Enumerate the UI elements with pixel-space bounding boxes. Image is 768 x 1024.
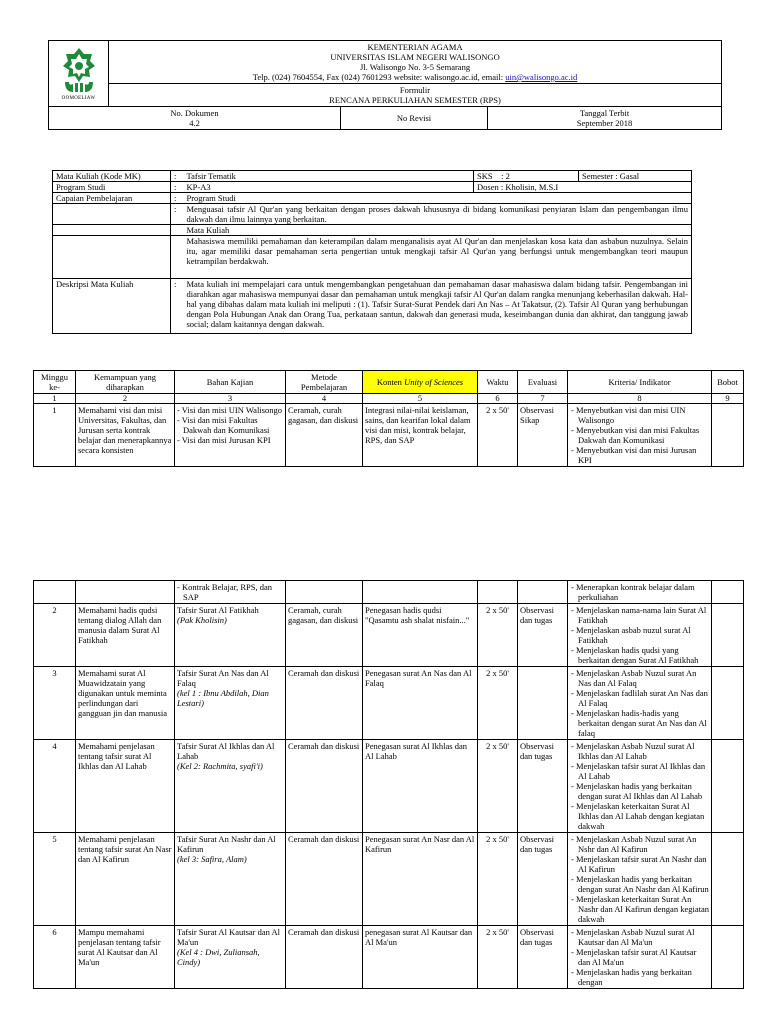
- material-item: - Visi dan misi Fakultas Dakwah dan Komunikasi: [177, 415, 270, 435]
- criteria-item: - Menjelaskan keterkaitan Surat Al Ikhlas dan Al Lahab dengan kegiatan dakwah: [570, 801, 709, 831]
- ability-cell: Memahami surat Al Muawidzatain yang digunakan untuk meminta perlindungan dari gangguan jin dan manusia: [76, 667, 175, 740]
- method-cell: Ceramah dan diskusi: [286, 667, 363, 740]
- col-number: 4: [286, 394, 363, 404]
- description-text: Mata kuliah ini mempelajari cara untuk mengembangkan pengetahuan dan pemahaman dasar mahasiswa dalam bidang tafsir. Pengembangan ini diarahkan agar mahasiswa mempunyai dasar dan pemahaman untuk mengkaji tafsir Al Qur'an dalam rangka menunjang keberhasilan dakwah. Hal-hal yang dibahas dalam mata kuliah ini meliputi : (1). Tafsir Surat-Surat Pendek dari An Nas – At Takatsur, (2). Tafsir Al Quran yang berhubungan dengan Pola Hubungan Anak dan Orang Tua, perkataan santun, dakwah dan generasi muda, keseimbangan dunia dan akhirat, dan tanggung jawab social; dalam kaitannya dengan dakwah.: [184, 279, 692, 334]
- week-cell: 3: [34, 667, 76, 740]
- header-row: [34, 371, 744, 394]
- colon: :: [171, 182, 184, 193]
- material-item: - Visi dan misi Jurusan KPI: [177, 435, 271, 445]
- lecturer-cell: Dosen : Kholisin, M.S.I: [474, 182, 692, 193]
- criteria-item: - Menjelaskan fadlilah surat An Nas dan Al Falaq: [570, 688, 709, 708]
- criteria-item: - Menjelaskan tafsir surat An Nashr dan Al Kafirun: [570, 854, 709, 874]
- criteria-item: - Menjelaskan tafsir surat Al Kautsar dan Al Ma'un: [570, 947, 709, 967]
- col-weight: Bobot: [712, 371, 744, 394]
- material-cell: [175, 926, 286, 989]
- criteria-cell: [568, 667, 712, 740]
- outcome-heading: Program Studi: [184, 193, 692, 204]
- table-row: [34, 604, 744, 667]
- criteria-cell: [568, 740, 712, 833]
- time-cell: 2 x 50': [478, 833, 518, 926]
- logo-cell: [49, 41, 109, 107]
- logo-caption: OOMOELIAW: [61, 95, 96, 101]
- course-plan-table-page1: [33, 370, 744, 467]
- col-number: 1: [34, 394, 76, 404]
- time-cell: 2 x 50': [478, 667, 518, 740]
- criteria-item: - Menjelaskan keterkaitan Surat An Nashr dan Al Kafirun dengan kegiatan dakwah: [570, 894, 709, 924]
- doc-number-value: 4.2: [189, 118, 200, 128]
- col-method: Metode Pembelajaran: [286, 371, 363, 394]
- issue-date-cell: [488, 107, 722, 130]
- col-content: [363, 371, 478, 394]
- colon: :: [171, 171, 184, 182]
- issue-date-value: September 2018: [576, 118, 633, 128]
- material-title: Tafsir Surat An Nas dan Al Falaq: [177, 668, 269, 688]
- material-note: (Pak Kholisin): [177, 615, 227, 625]
- material-cell: [175, 604, 286, 667]
- material-note: (kel 1 : Ibnu Abdilah, Dian Lestari): [177, 688, 269, 708]
- col-number: 9: [712, 394, 744, 404]
- weight-cell: [712, 667, 744, 740]
- course-info-table: [52, 170, 692, 334]
- content-cell: Penegasan surat An Nasr dan Al Kafirun: [363, 833, 478, 926]
- material-cell: [175, 404, 286, 467]
- weight-cell: [712, 926, 744, 989]
- week-cell: 6: [34, 926, 76, 989]
- col-week: Minggu ke-: [34, 371, 76, 394]
- doc-number-label: No. Dokumen: [170, 108, 219, 118]
- content-cell: Integrasi nilai-nilai keislaman, sains, dan kearifan lokal dalam visi dan misi, kontrak belajar, RPS, dan SAP: [363, 404, 478, 467]
- ability-cell: Memahami visi dan misi Universitas, Fakultas, dan Jurusan serta kontrak belajar dan menerapkannya secara konsisten: [76, 404, 175, 467]
- contact-line: [112, 72, 718, 82]
- sks-value: : 2: [501, 171, 510, 181]
- criteria-item: - Menyebutkan visi dan misi UIN Walisongo: [570, 405, 709, 425]
- time-cell: 2 x 50': [478, 926, 518, 989]
- uin-walisongo-logo: [59, 46, 99, 96]
- form-title: RENCANA PERKULIAHAN SEMESTER (RPS): [329, 95, 501, 105]
- col-material: Bahan Kajian: [175, 371, 286, 394]
- course-outcome-heading: Mata Kuliah: [184, 225, 692, 236]
- course-label: Mata Kuliah (Kode MK): [53, 171, 171, 182]
- criteria-cell: [568, 926, 712, 989]
- table-row: [34, 833, 744, 926]
- col-time: Waktu: [478, 371, 518, 394]
- criteria-item: - Menjelaskan hadis-hadis yang berkaitan dengan surat An Nas dan Al falaq: [570, 708, 709, 738]
- time-cell: 2 x 50': [478, 740, 518, 833]
- table-row: [34, 404, 744, 467]
- criteria-item: - Menerapkan kontrak belajar dalam perkuliahan: [570, 582, 709, 602]
- outcome-label: Capaian Pembelajaran: [53, 193, 171, 204]
- method-cell: Ceramah, curah gagasan, dan diskusi: [286, 404, 363, 467]
- week-cell: 5: [34, 833, 76, 926]
- ability-cell: Mampu memahami penjelasan tentang tafsir surat Al Kautsar dan Al Ma'un: [76, 926, 175, 989]
- method-cell: Ceramah, curah gagasan, dan diskusi: [286, 604, 363, 667]
- eval-cell: [518, 667, 568, 740]
- weight-cell: [712, 604, 744, 667]
- revision-cell: [341, 107, 488, 130]
- week-cell: 4: [34, 740, 76, 833]
- material-cell: [175, 833, 286, 926]
- criteria-cell: [568, 604, 712, 667]
- method-cell: Ceramah dan diskusi: [286, 926, 363, 989]
- week-cell: 1: [34, 404, 76, 467]
- ability-cell: Memahami hadis qudsi tentang dialog Allah dan manusia dalam Surat Al Fatikhah: [76, 604, 175, 667]
- continuation-row: [34, 581, 744, 604]
- institution-block: [109, 41, 722, 84]
- criteria-item: - Menjelaskan Asbab Nuzul surat An Nas dan Al Falaq: [570, 668, 709, 688]
- material-item: - Visi dan misi UIN Walisongo: [177, 405, 282, 415]
- content-cell: Penegasan surat An Nas dan Al Falaq: [363, 667, 478, 740]
- issue-date-label: Tanggal Terbit: [579, 108, 630, 118]
- content-cell: Penegasan surat Al Ikhlas dan Al Lahab: [363, 740, 478, 833]
- table-row: [34, 926, 744, 989]
- university-name: UNIVERSITAS ISLAM NEGERI WALISONGO: [330, 52, 500, 62]
- eval-cell: Observasi dan tugas: [518, 604, 568, 667]
- criteria-item: - Menjelaskan tafsir surat Al Ikhlas dan Al Lahab: [570, 761, 709, 781]
- method-cell: Ceramah dan diskusi: [286, 740, 363, 833]
- colon: :: [171, 193, 184, 204]
- criteria-item: - Menyebutkan visi dan misi Fakultas Dakwah dan Komunikasi: [570, 425, 709, 445]
- criteria-item: - Menjelaskan hadis qudsi yang berkaitan dengan Surat Al Fatikhah: [570, 645, 709, 665]
- material-title: Tafsir Surat An Nashr dan Al Kafirun: [177, 834, 276, 854]
- criteria-cell: [568, 404, 712, 467]
- col-content-prefix: Konten: [376, 377, 405, 387]
- material-cell: [175, 740, 286, 833]
- course-outcome-text: Mahasiswa memiliki pemahaman dan keterampilan dalam menganalisis ayat Al Qur'an dan menjelaskan kosa kata dan asbabun nuzulnya. Selain itu, agar memiliki dasar pemahaman serta pengertian untuk mengkaji tafsir Al Qur'an yang berfungsi untuk mengembangkan teori maupun ketrampilan berdakwah.: [184, 236, 692, 279]
- material-title: Tafsir Surat Al Ikhlas dan Al Lahab: [177, 741, 275, 761]
- column-number-row: [34, 394, 744, 404]
- col-ability: Kemampuan yang diharapkan: [76, 371, 175, 394]
- ability-cell: Memahami penjelasan tentang tafsir surat Al Ikhlas dan Al Lahab: [76, 740, 175, 833]
- ministry-name: KEMENTERIAN AGAMA: [367, 42, 463, 52]
- document-header: [48, 40, 722, 130]
- eval-cell: Observasi dan tugas: [518, 833, 568, 926]
- col-number: 3: [175, 394, 286, 404]
- criteria-item: - Menjelaskan asbab nuzul surat Al Fatikhah: [570, 625, 709, 645]
- course-value: Tafsir Tematik: [184, 171, 474, 182]
- ability-cell: Memahami penjelasan tentang tafsir surat An Nasr dan Al Kafirun: [76, 833, 175, 926]
- table-row: [34, 740, 744, 833]
- weight-cell: [712, 740, 744, 833]
- criteria-item: - Menjelaskan hadis yang berkaitan dengan surat Al Ikhlas dan Al Lahab: [570, 781, 709, 801]
- program-value: KP-A3: [184, 182, 474, 193]
- criteria-item: - Menjelaskan nama-nama lain Surat Al Fatikhah: [570, 605, 709, 625]
- col-content-italic: Unity of Sciences: [404, 377, 464, 387]
- eval-cell: Observasi dan tugas: [518, 926, 568, 989]
- material-cell: - Kontrak Belajar, RPS, dan SAP: [175, 581, 286, 604]
- criteria-item: - Menjelaskan Asbab Nuzul surat Al Ikhlas dan Al Lahab: [570, 741, 709, 761]
- col-number: 7: [518, 394, 568, 404]
- criteria-cell: [568, 581, 712, 604]
- table-row: [34, 667, 744, 740]
- material-note: (Kel 2: Rachmita, syafi'i): [177, 761, 263, 771]
- colon: :: [174, 204, 177, 214]
- col-number: 5: [363, 394, 478, 404]
- col-eval: Evaluasi: [518, 371, 568, 394]
- sks-cell: SKS : 2: [474, 171, 579, 182]
- program-label: Program Studi: [53, 182, 171, 193]
- contact-text: Telp. (024) 7604554, Fax (024) 7601293 website: walisongo.ac.id, email:: [252, 72, 506, 82]
- material-note: (Kel 4 : Dwi, Zuliansah, Cindy): [177, 947, 260, 967]
- material-cell: [175, 667, 286, 740]
- eval-cell: Observasi dan tugas: [518, 740, 568, 833]
- col-number: 2: [76, 394, 175, 404]
- colon: :: [171, 279, 184, 334]
- criteria-item: - Menyebutkan visi dan misi Jurusan KPI: [570, 445, 709, 465]
- form-label: Formulir: [399, 85, 431, 95]
- revision-label: No Revisi: [396, 113, 432, 123]
- content-cell: Penegasan hadis qudsi "Qasamtu ash shalat nisfain...": [363, 604, 478, 667]
- criteria-item: - Menjelaskan Asbab Nuzul surat An Nshr dan Al Kafirun: [570, 834, 709, 854]
- weight-cell: [712, 404, 744, 467]
- course-plan-table-page2: [33, 580, 744, 989]
- description-label: Deskripsi Mata Kuliah: [53, 279, 171, 334]
- time-cell: 2 x 50': [478, 404, 518, 467]
- method-cell: Ceramah dan diskusi: [286, 833, 363, 926]
- university-address: Jl. Walisongo No. 3-5 Semarang: [359, 62, 471, 72]
- criteria-item: - Menjelaskan Asbab Nuzul surat Al Kautsar dan Al Ma'un: [570, 927, 709, 947]
- outcome-text: Menguasai tafsir Al Qur'an yang berkaitan dengan proses dakwah khususnya di bidang komunikasi penyiaran Islam dan pengembangan ilmu dakwah dan ilmu lainnya yang berkaitan.: [184, 204, 692, 225]
- doc-number-cell: [49, 107, 341, 130]
- material-note: (kel 3: Safira, Alam): [177, 854, 247, 864]
- material-title: Tafsir Surat Al Kautsar dan Al Ma'un: [177, 927, 281, 947]
- week-cell: 2: [34, 604, 76, 667]
- criteria-cell: [568, 833, 712, 926]
- eval-cell: Observasi Sikap: [518, 404, 568, 467]
- form-title-block: [109, 84, 722, 107]
- semester-cell: Semester : Gasal: [579, 171, 692, 182]
- time-cell: 2 x 50': [478, 604, 518, 667]
- criteria-item: - Menjelaskan hadis yang berkaitan dengan surat An Nashr dan Al Kafirun: [570, 874, 709, 894]
- col-number: 8: [568, 394, 712, 404]
- material-title: Tafsir Surat Al Fatikhah: [177, 605, 259, 615]
- criteria-item: - Menjelaskan hadis yang berkaitan dengan: [570, 967, 709, 987]
- col-criteria: Kriteria/ Indikator: [568, 371, 712, 394]
- col-number: 6: [478, 394, 518, 404]
- weight-cell: [712, 833, 744, 926]
- email-link[interactable]: uin@walisongo.ac.id: [505, 72, 578, 82]
- content-cell: penegasan surat Al Kautsar dan Al Ma'un: [363, 926, 478, 989]
